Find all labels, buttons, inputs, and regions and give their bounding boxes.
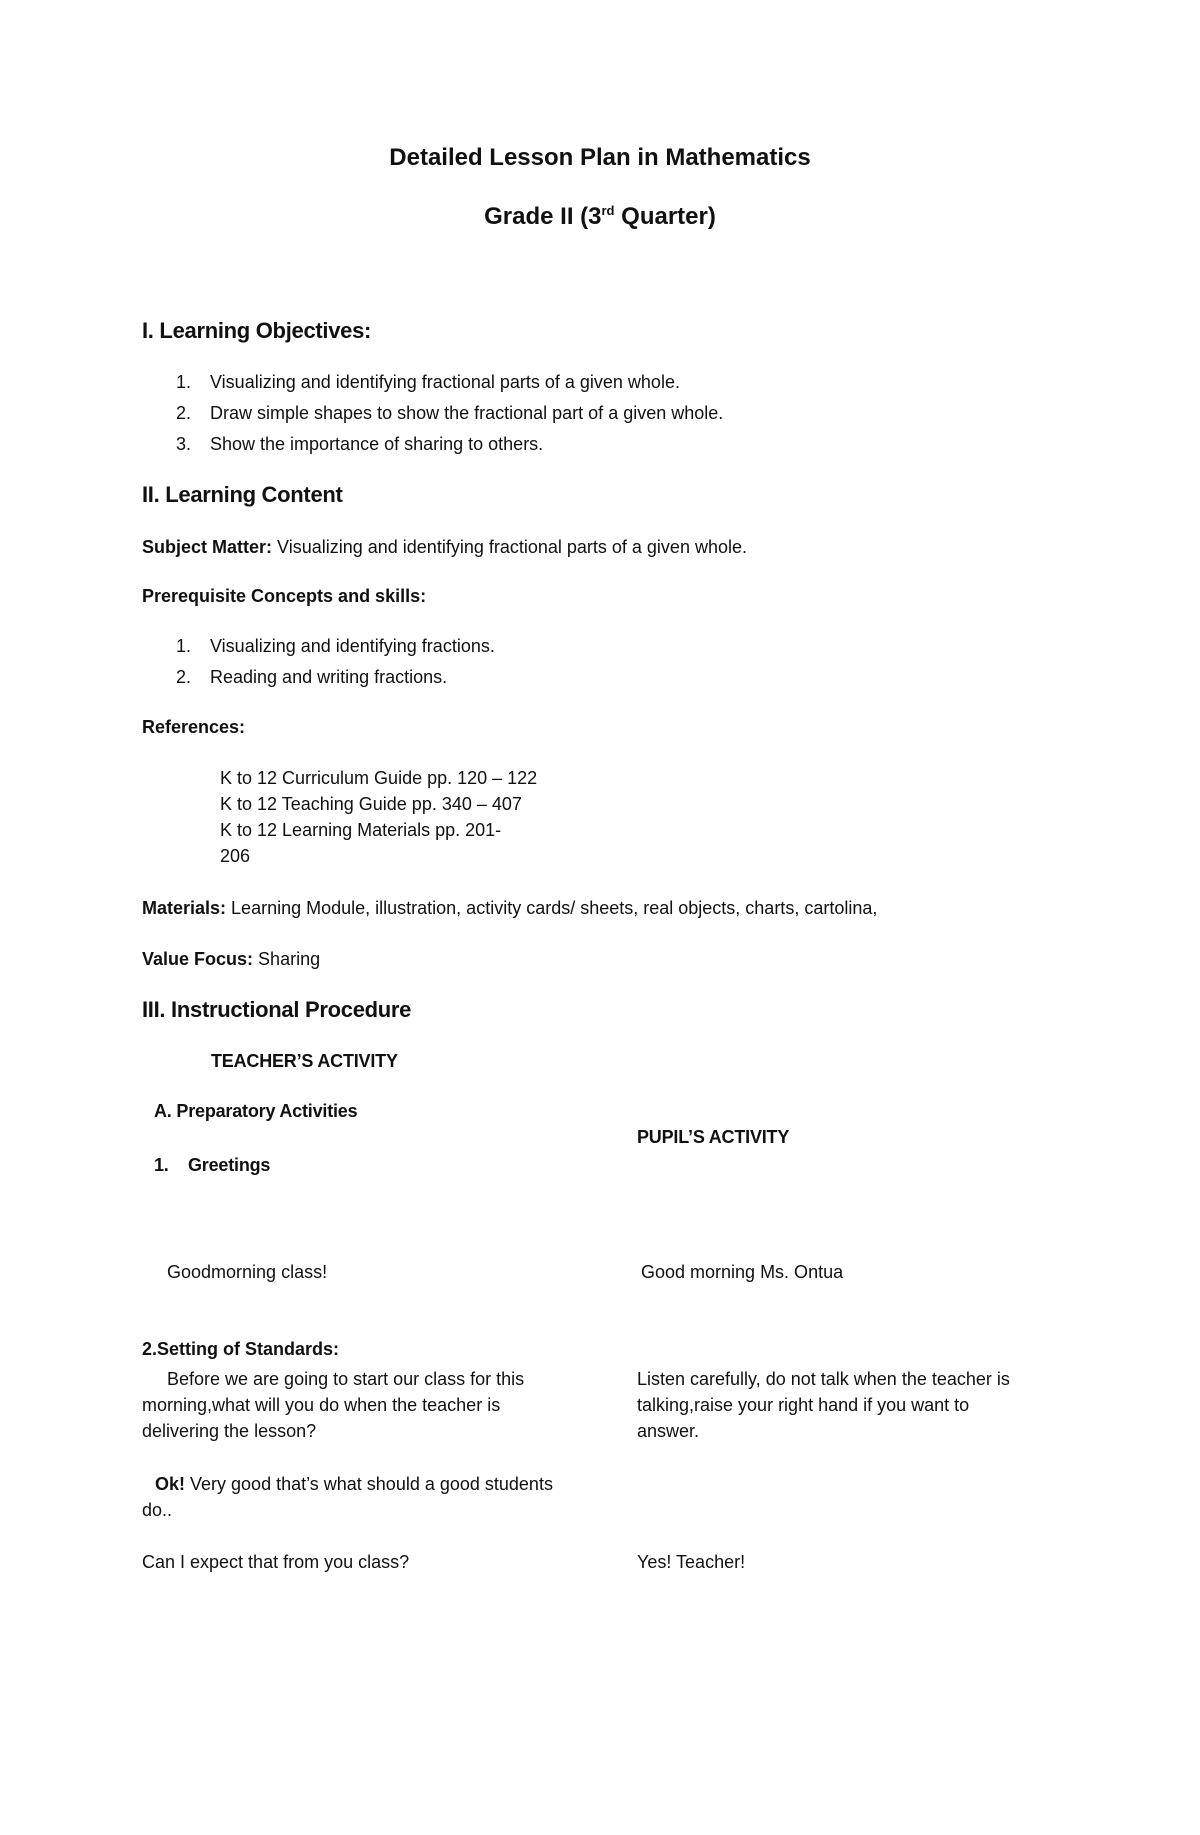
reference-item: K to 12 Teaching Guide pp. 340 – 407 — [220, 794, 522, 814]
objective-item — [176, 434, 543, 455]
subject-matter-value: Visualizing and identifying fractional parts of a given whole. — [272, 537, 747, 557]
teacher-ok-rest: Very good that’s what should a good students — [185, 1474, 553, 1494]
prereq-text: Visualizing and identifying fractions. — [210, 636, 495, 656]
objective-num: 3. — [176, 434, 192, 454]
pupil-greeting: Good morning Ms. Ontua — [641, 1262, 844, 1282]
pupil-standards-line: talking,raise your right hand if you want to — [637, 1395, 970, 1415]
setting-standards-heading: 2.Setting of Standards: — [142, 1339, 340, 1359]
teacher-standards-line: Before we are going to start our class for this — [167, 1369, 525, 1389]
preparatory-activities-heading: A. Preparatory Activities — [154, 1101, 358, 1121]
materials-label: Materials: — [142, 898, 227, 918]
pupil-standards-line: Listen carefully, do not talk when the teacher is — [637, 1369, 1010, 1389]
pupil-activity-heading: PUPIL’S ACTIVITY — [637, 1127, 790, 1147]
pupil-standards-line: answer. — [637, 1421, 700, 1441]
objective-text: Show the importance of sharing to others. — [210, 434, 544, 454]
prereq-label: Prerequisite Concepts and skills: — [142, 586, 427, 606]
prereq-num: 1. — [176, 636, 192, 656]
prereq-item — [176, 636, 495, 657]
content-heading: II. Learning Content — [142, 482, 343, 507]
materials — [142, 898, 877, 919]
greetings-num: 1. — [154, 1155, 169, 1175]
reference-item: 206 — [220, 846, 251, 866]
reference-item: K to 12 Learning Materials pp. 201- — [220, 820, 502, 840]
teacher-ok-line — [155, 1474, 553, 1495]
value-focus — [142, 949, 320, 970]
teacher-ok-bold: Ok! — [155, 1474, 186, 1494]
reference-item: K to 12 Curriculum Guide pp. 120 – 122 — [220, 768, 538, 788]
objective-num: 2. — [176, 403, 192, 423]
prereq-text: Reading and writing fractions. — [210, 667, 448, 687]
objective-num: 1. — [176, 372, 192, 392]
objective-item — [176, 403, 723, 424]
objective-text: Draw simple shapes to show the fractional part of a given whole. — [210, 403, 724, 423]
procedure-heading: III. Instructional Procedure — [142, 997, 412, 1022]
subject-matter — [142, 537, 747, 558]
teacher-standards-line: delivering the lesson? — [142, 1421, 317, 1441]
teacher-ok-line2: do.. — [142, 1500, 173, 1520]
subtitle-superscript: rd — [601, 203, 615, 218]
greetings-heading — [154, 1155, 270, 1176]
objectives-heading: I. Learning Objectives: — [142, 318, 372, 343]
teacher-activity-heading: TEACHER’S ACTIVITY — [211, 1051, 398, 1071]
teacher-standards-line: morning,what will you do when the teacher is — [142, 1395, 501, 1415]
references-label: References: — [142, 717, 246, 737]
prereq-item — [176, 667, 447, 688]
value-focus-value: Sharing — [253, 949, 321, 969]
teacher-greeting: Goodmorning class! — [167, 1262, 328, 1282]
greetings-label: Greetings — [188, 1155, 271, 1175]
subtitle-prefix: Grade II (3 — [484, 203, 602, 230]
prereq-num: 2. — [176, 667, 192, 687]
page-subtitle — [0, 203, 1200, 231]
objective-text: Visualizing and identifying fractional parts of a given whole. — [210, 372, 680, 392]
page-title: Detailed Lesson Plan in Mathematics — [389, 144, 811, 171]
teacher-expect: Can I expect that from you class? — [142, 1552, 410, 1572]
subtitle-suffix: Quarter) — [614, 203, 716, 230]
value-focus-label: Value Focus: — [142, 949, 254, 969]
materials-value: Learning Module, illustration, activity cards/ sheets, real objects, charts, cartolina, — [226, 898, 878, 918]
subject-matter-label: Subject Matter: — [142, 537, 273, 557]
objective-item — [176, 372, 680, 393]
pupil-expect: Yes! Teacher! — [637, 1552, 746, 1572]
